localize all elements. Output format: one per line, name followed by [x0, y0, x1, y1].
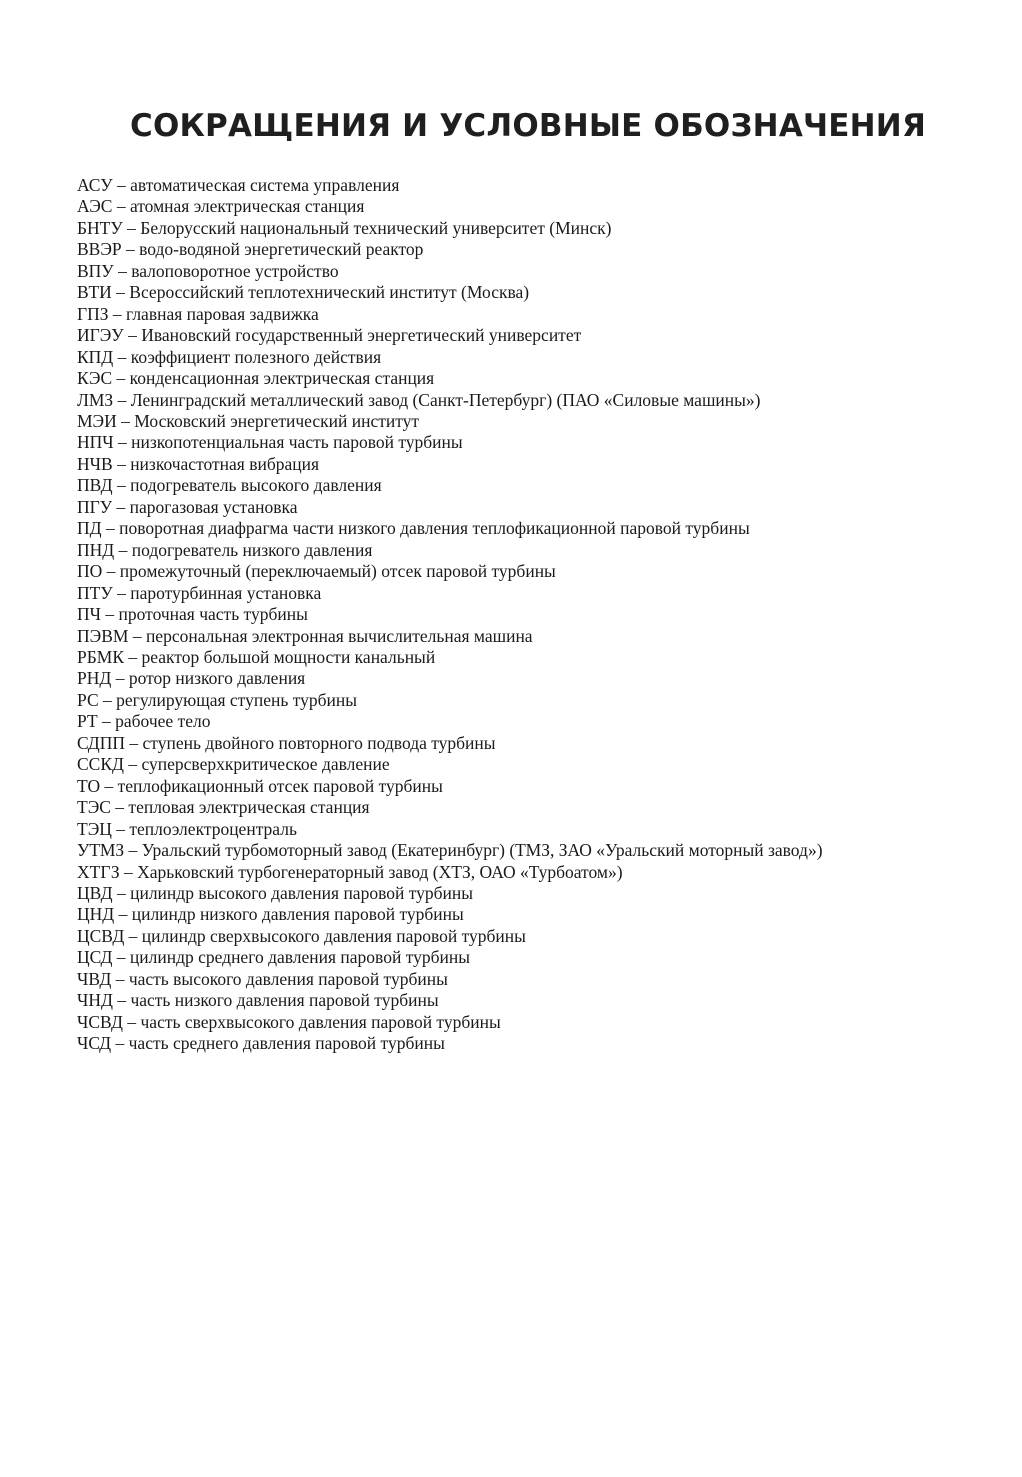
dash-separator: – — [112, 175, 131, 195]
dash-separator: – — [111, 282, 130, 303]
abbreviation-term: ХТГЗ — [77, 861, 120, 882]
abbreviation-entry — [77, 926, 957, 947]
abbreviation-term: ПВД — [77, 475, 113, 496]
abbreviation-definition: реактор большой мощности канальный — [141, 646, 436, 667]
abbreviation-definition: часть высокого давления паровой турбины — [128, 968, 448, 989]
abbreviation-entry — [77, 1012, 957, 1033]
abbreviation-definition: часть низкого давления паровой турбины — [130, 990, 439, 1011]
abbreviation-term: ЦСД — [77, 947, 113, 968]
dash-separator: – — [122, 217, 141, 238]
dash-separator: – — [112, 368, 130, 389]
abbreviation-entry — [77, 797, 957, 818]
dash-separator: – — [110, 797, 129, 818]
abbreviation-definition: суперсверхкритическое давление — [141, 754, 390, 775]
dash-separator: – — [112, 882, 131, 903]
abbreviation-entry — [77, 218, 957, 239]
abbreviation-definition: атомная электрическая станция — [129, 196, 365, 217]
dash-separator: – — [114, 904, 132, 925]
abbreviation-definition: валоповоротное устройство — [131, 260, 339, 281]
abbreviation-definition: Белорусский национальный технический университет (Минск) — [140, 217, 612, 238]
abbreviation-term: ТЭС — [77, 797, 111, 818]
abbreviation-definition: низкочастотная вибрация — [130, 453, 320, 474]
abbreviation-entry — [77, 668, 957, 689]
abbreviation-entry — [77, 990, 957, 1011]
abbreviation-definition: рабочее тело — [115, 711, 211, 732]
dash-separator: – — [116, 410, 135, 431]
abbreviation-definition: водо-водяной энергетический реактор — [139, 239, 424, 260]
dash-separator: – — [113, 260, 132, 281]
abbreviation-definition: низкопотенциальная часть паровой турбины — [131, 432, 463, 453]
dash-separator: – — [113, 432, 132, 453]
dash-separator: – — [112, 196, 130, 217]
abbreviation-entry — [77, 304, 957, 325]
abbreviation-definition: поворотная диафрагма части низкого давления теплофикационной паровой турбины — [119, 518, 750, 539]
dash-separator: – — [125, 732, 143, 753]
abbreviation-definition: конденсационная электрическая станция — [129, 368, 435, 389]
dash-separator: – — [97, 711, 116, 732]
abbreviation-definition: промежуточный (переключаемый) отсек паровой турбины — [119, 561, 556, 582]
dash-separator: – — [114, 539, 132, 560]
abbreviation-entry — [77, 604, 957, 625]
abbreviation-entry — [77, 390, 957, 411]
abbreviation-definition: регулирующая ступень турбины — [116, 689, 358, 710]
abbreviation-definition: цилиндр среднего давления паровой турбины — [129, 947, 471, 968]
abbreviation-definition: цилиндр низкого давления паровой турбины — [131, 904, 464, 925]
abbreviation-term: РБМК — [77, 646, 125, 667]
abbreviation-definition: подогреватель низкого давления — [131, 539, 373, 560]
abbreviation-entry — [77, 239, 957, 260]
abbreviation-entry — [77, 475, 957, 496]
abbreviation-term: ЧВД — [77, 968, 112, 989]
dash-separator: – — [102, 561, 120, 582]
abbreviation-entry — [77, 819, 957, 840]
abbreviation-term: ИГЭУ — [77, 325, 124, 346]
abbreviation-entry — [77, 969, 957, 990]
abbreviation-term: НЧВ — [77, 453, 113, 474]
abbreviation-term: ВВЭР — [77, 239, 122, 260]
dash-separator: – — [119, 861, 138, 882]
dash-separator: – — [111, 968, 129, 989]
abbreviation-definition: Уральский турбомоторный завод (Екатеринбург) (ТМЗ, ЗАО «Уральский моторный завод») — [141, 840, 823, 861]
dash-separator: – — [101, 604, 119, 625]
abbreviation-definition: Харьковский турбогенераторный завод (ХТЗ, ОАО «Турбоатом») — [137, 861, 623, 882]
dash-separator: – — [98, 689, 117, 710]
abbreviation-entry — [77, 411, 957, 432]
abbreviation-term: УТМЗ — [77, 840, 125, 861]
abbreviation-entry — [77, 690, 957, 711]
abbreviation-entry — [77, 647, 957, 668]
abbreviation-term: КПД — [77, 346, 114, 367]
dash-separator: – — [108, 303, 127, 324]
page-title: СОКРАЩЕНИЯ И УСЛОВНЫЕ ОБОЗНАЧЕНИЯ — [130, 108, 927, 144]
abbreviation-entry — [77, 733, 957, 754]
dash-separator: – — [112, 582, 131, 603]
abbreviation-definition: теплоэлектроцентраль — [129, 818, 297, 839]
abbreviation-term: ЧСД — [77, 1033, 112, 1054]
dash-separator: – — [124, 840, 142, 861]
abbreviation-entry — [77, 261, 957, 282]
abbreviation-definition: парогазовая установка — [129, 496, 298, 517]
abbreviation-entry — [77, 561, 957, 582]
dash-separator: – — [111, 818, 130, 839]
dash-separator: – — [113, 346, 131, 367]
abbreviation-entry — [77, 175, 957, 196]
abbreviation-entry — [77, 626, 957, 647]
abbreviation-definition: теплофикационный отсек паровой турбины — [117, 775, 443, 796]
abbreviation-term: ССКД — [77, 754, 124, 775]
abbreviation-definition: коэффициент полезного действия — [130, 346, 382, 367]
abbreviation-term: ЧСВД — [77, 1011, 123, 1032]
abbreviation-definition: часть сверхвысокого давления паровой турбины — [140, 1011, 501, 1032]
abbreviation-entry — [77, 754, 957, 775]
abbreviation-term: ПЭВМ — [77, 625, 129, 646]
abbreviation-entry — [77, 840, 957, 861]
abbreviation-term: ПЧ — [77, 604, 102, 625]
dash-separator: – — [112, 475, 131, 496]
abbreviation-definition: цилиндр сверхвысокого давления паровой турбины — [141, 925, 526, 946]
abbreviation-term: ВПУ — [77, 260, 114, 281]
abbreviation-term: НПЧ — [77, 432, 114, 453]
dash-separator: – — [123, 1011, 141, 1032]
abbreviation-entry — [77, 947, 957, 968]
abbreviation-entry — [77, 196, 957, 217]
abbreviation-entry — [77, 454, 957, 475]
abbreviation-definition: персональная электронная вычислительная машина — [145, 625, 533, 646]
abbreviation-entry — [77, 432, 957, 453]
abbreviation-term: РНД — [77, 668, 112, 689]
abbreviation-definition: Всероссийский теплотехнический институт (Москва) — [129, 282, 530, 303]
dash-separator: – — [123, 754, 142, 775]
abbreviation-entry — [77, 325, 957, 346]
abbreviation-entry — [77, 540, 957, 561]
abbreviation-entry — [77, 904, 957, 925]
abbreviation-term: КЭС — [77, 368, 113, 389]
dash-separator: – — [124, 646, 142, 667]
abbreviation-term: ЦВД — [77, 882, 113, 903]
abbreviation-entry — [77, 518, 957, 539]
abbreviation-entry — [77, 883, 957, 904]
abbreviation-term: МЭИ — [77, 410, 117, 431]
abbreviation-entry — [77, 368, 957, 389]
abbreviation-definition: главная паровая задвижка — [126, 303, 319, 324]
dash-separator: – — [121, 239, 140, 260]
abbreviation-term: РТ — [77, 711, 98, 732]
abbreviation-term: ТО — [77, 775, 101, 796]
abbreviation-term: ТЭЦ — [77, 818, 112, 839]
abbreviation-term: ЧНД — [77, 990, 113, 1011]
abbreviation-entry — [77, 497, 957, 518]
abbreviation-definition: ступень двойного повторного подвода турбины — [142, 732, 496, 753]
dash-separator: – — [112, 947, 130, 968]
abbreviation-entry — [77, 862, 957, 883]
abbreviation-term: БНТУ — [77, 217, 123, 238]
abbreviation-definition: Московский энергетический институт — [134, 410, 420, 431]
abbreviation-entry — [77, 583, 957, 604]
abbreviation-term: ПНД — [77, 539, 115, 560]
abbreviation-entry — [77, 282, 957, 303]
abbreviation-definition: цилиндр высокого давления паровой турбины — [130, 882, 474, 903]
abbreviation-term: АЭС — [77, 196, 113, 217]
abbreviation-term: ПГУ — [77, 496, 113, 517]
dash-separator: – — [112, 453, 131, 474]
abbreviation-term: ЦНД — [77, 904, 115, 925]
abbreviation-definition: проточная часть турбины — [118, 604, 308, 625]
dash-separator: – — [111, 668, 129, 689]
abbreviation-term: АСУ — [77, 175, 113, 195]
abbreviation-term: РС — [77, 689, 99, 710]
abbreviation-definition: часть среднего давления паровой турбины — [128, 1033, 445, 1054]
dash-separator: – — [101, 518, 120, 539]
abbreviation-term: СДПП — [77, 732, 126, 753]
dash-separator: – — [100, 775, 118, 796]
abbreviation-entry — [77, 347, 957, 368]
abbreviation-definition: паротурбинная установка — [130, 582, 322, 603]
abbreviation-term: ЦСВД — [77, 925, 125, 946]
abbreviation-term: ПО — [77, 561, 103, 582]
abbreviation-term: ГПЗ — [77, 303, 109, 324]
abbreviation-term: ПТУ — [77, 582, 113, 603]
abbreviation-entry — [77, 1033, 957, 1054]
abbreviation-term: ЛМЗ — [77, 389, 114, 410]
abbreviation-definition: тепловая электрическая станция — [128, 797, 370, 818]
abbreviation-term: ПД — [77, 518, 102, 539]
abbreviation-definition: ротор низкого давления — [128, 668, 306, 689]
abbreviation-term: ВТИ — [77, 282, 112, 303]
abbreviation-definition: автоматическая система управления — [130, 175, 400, 195]
abbreviation-definition: подогреватель высокого давления — [130, 475, 382, 496]
abbreviation-entry — [77, 776, 957, 797]
dash-separator: – — [123, 325, 142, 346]
dash-separator: – — [112, 990, 131, 1011]
dash-separator: – — [128, 625, 146, 646]
dash-separator: – — [124, 925, 142, 946]
abbreviation-definition: Ленинградский металлический завод (Санкт-Петербург) (ПАО «Силовые машины») — [130, 389, 761, 410]
dash-separator: – — [112, 496, 130, 517]
dash-separator: – — [113, 389, 131, 410]
abbreviation-entry — [77, 711, 957, 732]
abbreviation-list — [77, 175, 957, 1055]
dash-separator: – — [111, 1033, 129, 1054]
abbreviation-definition: Ивановский государственный энергетический университет — [141, 325, 582, 346]
